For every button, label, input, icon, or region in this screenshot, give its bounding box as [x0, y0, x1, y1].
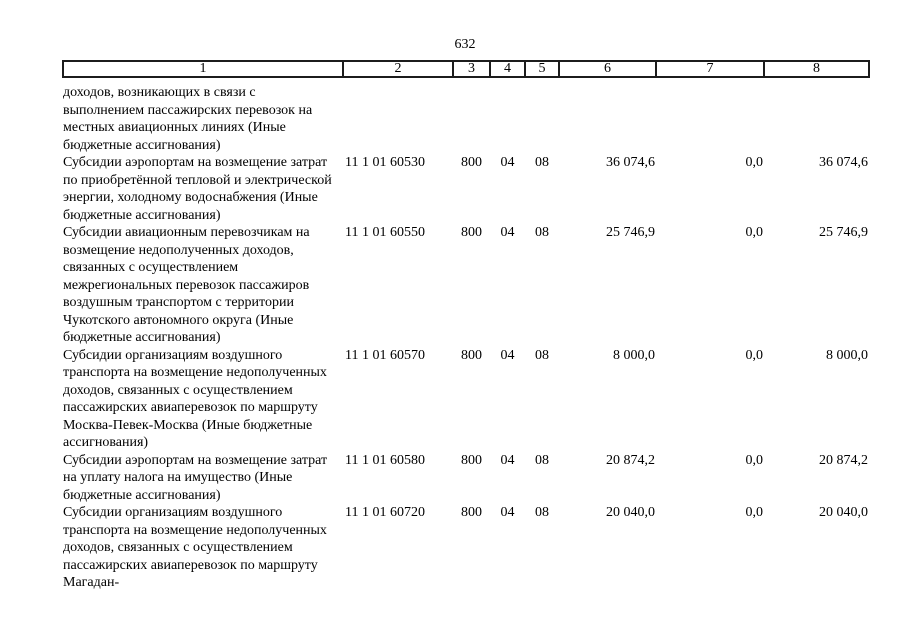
row-col6: 25 746,9 [606, 225, 655, 240]
row-col6: 36 074,6 [606, 155, 655, 170]
row-code: 11 1 01 60570 [345, 347, 425, 363]
column-header-6: 6 [559, 61, 656, 77]
row-col8: 36 074,6 [819, 155, 868, 170]
column-header-7: 7 [656, 61, 764, 77]
row-code: 11 1 01 60530 [345, 155, 425, 170]
row-name: Субсидии организациям воздушного транспорта на возмещение недополученных доходов, связанных с осуществлением пассажирских авиаперевозок по маршруту Магадан- [63, 505, 327, 590]
row-col4: 04 [500, 505, 515, 520]
row-col8: 8 000,0 [826, 347, 868, 363]
row-col5: 08 [535, 155, 549, 170]
row-col5: 08 [535, 505, 549, 520]
row-col7: 0,0 [745, 225, 763, 240]
column-header-3: 3 [453, 61, 490, 77]
budget-table [62, 60, 870, 592]
row-col7: 0,0 [745, 155, 763, 170]
row-col8: 20 874,2 [819, 452, 868, 468]
row-col3: 800 [461, 347, 482, 363]
row-name: Субсидии организациям воздушного транспорта на возмещение недополученных доходов, связанных с осуществлением пассажирских авиаперевозок по маршруту Москва-Певек-Москва (Иные бюджетные ассигнования) [63, 347, 327, 450]
column-header-5: 5 [525, 61, 559, 77]
row-col4 [490, 77, 525, 154]
row-col4: 04 [500, 155, 515, 170]
row-code: 11 1 01 60580 [345, 452, 425, 468]
page-number: 632 [454, 37, 476, 52]
row-col7 [656, 77, 764, 154]
table-row [63, 77, 869, 154]
column-header-8: 8 [764, 61, 869, 77]
row-name: доходов, возникающих в связи с выполнением пассажирских перевозок на местных авиационных линиях (Иные бюджетные ассигнования) [63, 85, 313, 153]
row-col5: 08 [535, 347, 549, 363]
row-col6: 20 040,0 [606, 505, 655, 520]
row-col4: 04 [500, 225, 515, 240]
row-code: 11 1 01 60550 [345, 225, 425, 240]
row-col8: 20 040,0 [819, 505, 868, 520]
row-col8: 25 746,9 [819, 225, 868, 240]
table-row [63, 154, 869, 224]
table-row [63, 452, 869, 505]
row-col5: 08 [535, 225, 549, 240]
row-name: Субсидии авиационным перевозчикам на возмещение недополученных доходов, связанных с осуществлением межрегиональных перевозок пассажиров воздушным транспортом с территории Чукотского автономного округа (Иные бюджетные ассигнования) [63, 225, 310, 345]
row-col3 [453, 77, 490, 154]
row-col7: 0,0 [745, 347, 763, 363]
row-col7: 0,0 [745, 505, 763, 520]
table-row [63, 347, 869, 452]
row-col4: 04 [500, 452, 515, 468]
row-col5: 08 [535, 452, 549, 468]
row-col7: 0,0 [745, 452, 763, 468]
row-col3: 800 [461, 155, 482, 170]
row-col6: 20 874,2 [606, 452, 655, 468]
column-header-4: 4 [490, 61, 525, 77]
row-col3: 800 [461, 452, 482, 468]
table-row [63, 224, 869, 347]
row-code [343, 77, 453, 154]
table-header-row [63, 61, 869, 77]
row-col8 [764, 77, 869, 154]
row-name: Субсидии аэропортам на возмещение затрат по приобретённой тепловой и электрической энергии, холодному водоснабжения (Иные бюджетные ассигнования) [63, 155, 332, 223]
table-row [63, 504, 869, 592]
row-code: 11 1 01 60720 [345, 505, 425, 520]
row-col4: 04 [500, 347, 515, 363]
row-col3: 800 [461, 225, 482, 240]
row-col5 [525, 77, 559, 154]
row-col6 [559, 77, 656, 154]
row-col3: 800 [461, 505, 482, 520]
column-header-2: 2 [343, 61, 453, 77]
row-name: Субсидии аэропортам на возмещение затрат на уплату налога на имущество (Иные бюджетные ассигнования) [63, 452, 328, 503]
row-col6: 8 000,0 [613, 347, 655, 363]
column-header-1: 1 [63, 61, 343, 77]
